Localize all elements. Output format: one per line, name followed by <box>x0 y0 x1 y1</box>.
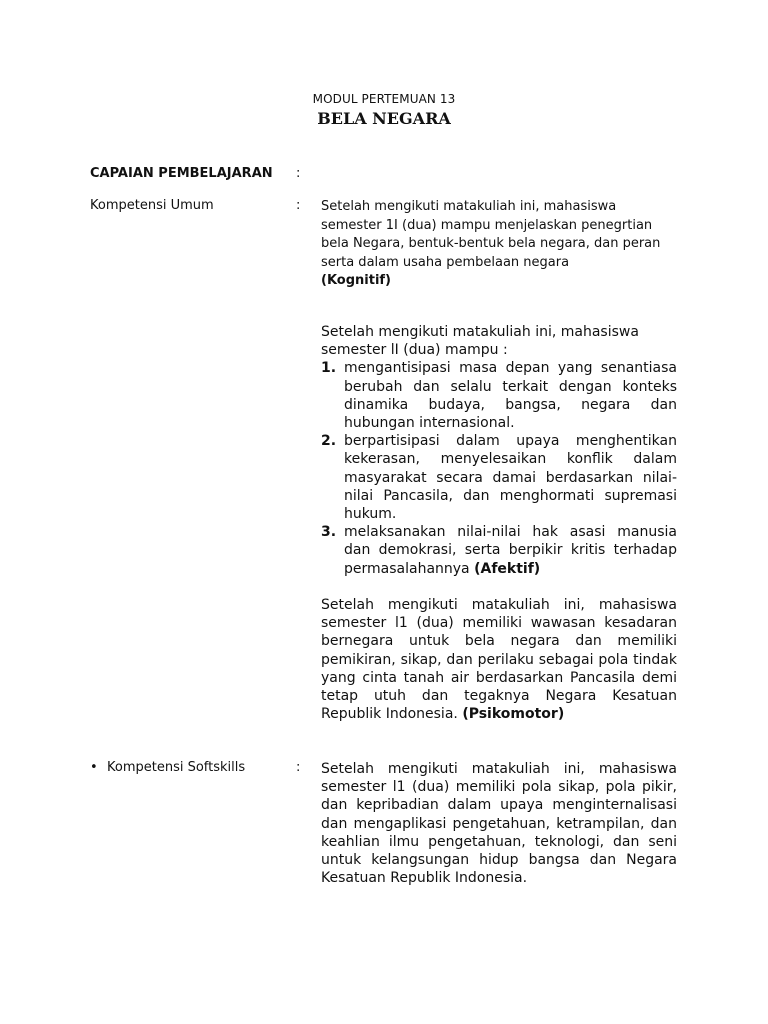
psikomotor-paragraph <box>321 596 677 723</box>
bullet-icon: • <box>90 760 98 775</box>
module-heading: MODUL PERTEMUAN 13 <box>312 92 456 106</box>
list-item <box>321 432 677 523</box>
kognitif-tag: (Kognitif) <box>321 273 392 288</box>
afektif-list <box>321 359 677 577</box>
kompetensi-umum-label: Kompetensi Umum <box>90 198 214 213</box>
softskills-label: Kompetensi Softskills <box>107 760 246 775</box>
kompetensi-umum-colon: : <box>296 198 301 213</box>
list-item-number: 3. <box>321 524 337 541</box>
capaian-label: CAPAIAN PEMBELAJARAN <box>90 166 273 181</box>
list-item-number: 2. <box>321 433 337 450</box>
psikomotor-tag: (Psikomotor) <box>462 706 565 723</box>
list-item-text: melaksanakan nilai-nilai hak asasi manusia dan demokrasi, serta berpikir kritis terhadap permasalahannya <box>344 524 677 577</box>
psikomotor-text: Setelah mengikuti matakuliah ini, mahasiswa semester l1 (dua) memiliki wawasan kesadaran bernegara untuk bela negara dan memiliki pemikiran, sikap, dan perilaku sebagai pola tindak yang cinta tanah air berdasarkan Pancasila demi tetap utuh dan tegaknya Negara Kesatuan Republik Indonesia. <box>321 597 677 723</box>
afektif-intro: Setelah mengikuti matakuliah ini, mahasiswa semester lI (dua) mampu : <box>321 324 639 359</box>
list-item-number: 1. <box>321 360 337 377</box>
afektif-tag: (Afektif) <box>474 560 541 577</box>
list-item <box>321 359 677 432</box>
softskills-label-row <box>90 760 245 775</box>
softskills-paragraph: Setelah mengikuti matakuliah ini, mahasiswa semester l1 (dua) memiliki pola sikap, pola pikir, dan kepribadian dalam upaya menginternalisasi dan mengaplikasi pengetahuan, ketrampilan, dan keahlian ilmu pengetahuan, teknologi, dan seni untuk kelangsungan hidup bangsa dan Negara Kesatuan Republik Indonesia. <box>321 761 677 887</box>
kognitif-paragraph <box>321 198 661 291</box>
softskills-colon: : <box>296 760 301 775</box>
list-item <box>321 523 677 578</box>
afektif-block <box>321 323 677 578</box>
capaian-colon: : <box>296 166 301 181</box>
list-item-text: mengantisipasi masa depan yang senantiasa berubah dan selalu terkait dengan konteks dinamika budaya, bangsa, negara dan hubungan internasional. <box>344 360 677 432</box>
document-title: BELA NEGARA <box>317 109 451 128</box>
kognitif-text: Setelah mengikuti matakuliah ini, mahasiswa semester 1I (dua) mampu menjelaskan penegrtian bela Negara, bentuk-bentuk bela negara, dan peran serta dalam usaha pembelaan negara <box>321 199 661 270</box>
list-item-text: berpartisipasi dalam upaya menghentikan kekerasan, menyelesaikan konflik dalam masyarakat secara damai berdasarkan nilai-nilai Pancasila, dan menghormati supremasi hukum. <box>344 433 677 523</box>
